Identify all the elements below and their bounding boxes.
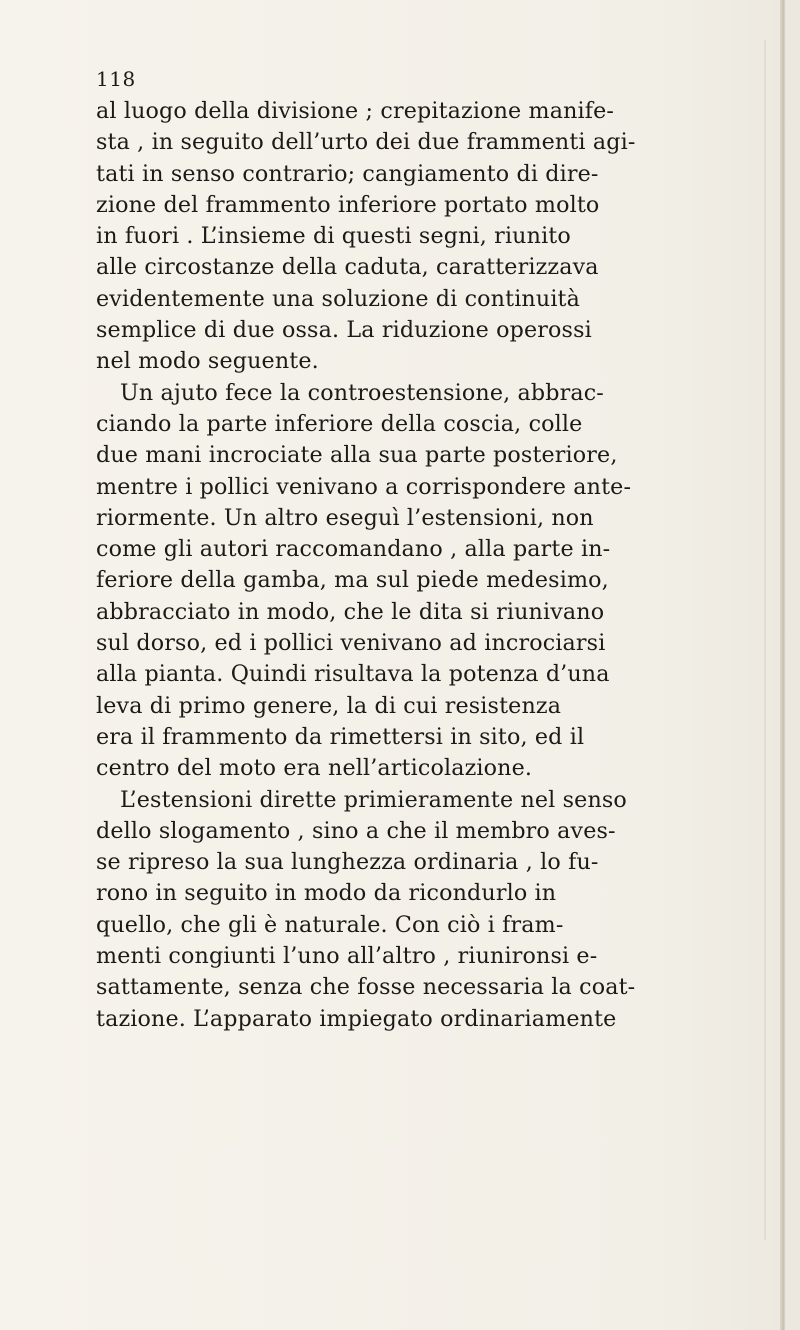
text-line: riormente. Un altro eseguì l’estensioni, non — [96, 504, 594, 531]
text-line: sul dorso, ed i pollici venivano ad incrociarsi — [96, 630, 606, 657]
text-line: nel modo seguente. — [96, 348, 319, 375]
text-line: tazione. L’apparato impiegato ordinariamente — [96, 1005, 617, 1032]
page-number: 118 — [96, 67, 136, 91]
text-line: rono in seguito in modo da ricondurlo in — [96, 880, 557, 907]
text-line: semplice di due ossa. La riduzione operossi — [96, 317, 592, 344]
text-line: leva di primo genere, la di cui resistenza — [96, 692, 562, 719]
text-line: menti congiunti l’uno all’altro , riunironsi e- — [96, 943, 598, 970]
text-line: abbracciato in modo, che le dita si riunivano — [96, 598, 605, 625]
body-text — [96, 96, 768, 1035]
text-line: tati in senso contrario; cangiamento di dire- — [96, 160, 599, 187]
page-edge-shadow — [780, 0, 786, 1330]
text-line: zione del frammento inferiore portato molto — [96, 191, 600, 218]
text-line: dello slogamento , sino a che il membro aves- — [96, 817, 616, 844]
text-line: al luogo della divisione ; crepitazione manife- — [96, 98, 615, 124]
text-line: mentre i pollici venivano a corrispondere ante- — [96, 473, 632, 500]
text-line: ciando la parte inferiore della coscia, colle — [96, 410, 583, 437]
text-line: in fuori . L’insieme di questi segni, riunito — [96, 223, 571, 250]
text-line: quello, che gli è naturale. Con ciò i fram- — [96, 911, 564, 938]
text-line: evidentemente una soluzione di continuità — [96, 285, 581, 312]
text-line: due mani incrociate alla sua parte posteriore, — [96, 442, 618, 469]
text-line: Un ajuto fece la controestensione, abbrac- — [120, 379, 604, 406]
text-line: sta , in seguito dell’urto dei due frammenti agi- — [96, 129, 636, 156]
text-line: feriore della gamba, ma sul piede medesimo, — [96, 567, 609, 594]
text-line: sattamente, senza che fosse necessaria la coat- — [96, 974, 636, 1001]
text-line: come gli autori raccomandano , alla parte in- — [96, 536, 611, 563]
text-line: alla pianta. Quindi risultava la potenza d’una — [96, 661, 610, 688]
text-line: era il frammento da rimettersi in sito, ed il — [96, 723, 585, 750]
text-line: se ripreso la sua lunghezza ordinaria , lo fu- — [96, 849, 599, 876]
text-line: L’estensioni dirette primieramente nel senso — [120, 786, 627, 813]
text-line: alle circostanze della caduta, caratterizzava — [96, 254, 599, 281]
text-line: centro del moto era nell’articolazione. — [96, 755, 533, 782]
